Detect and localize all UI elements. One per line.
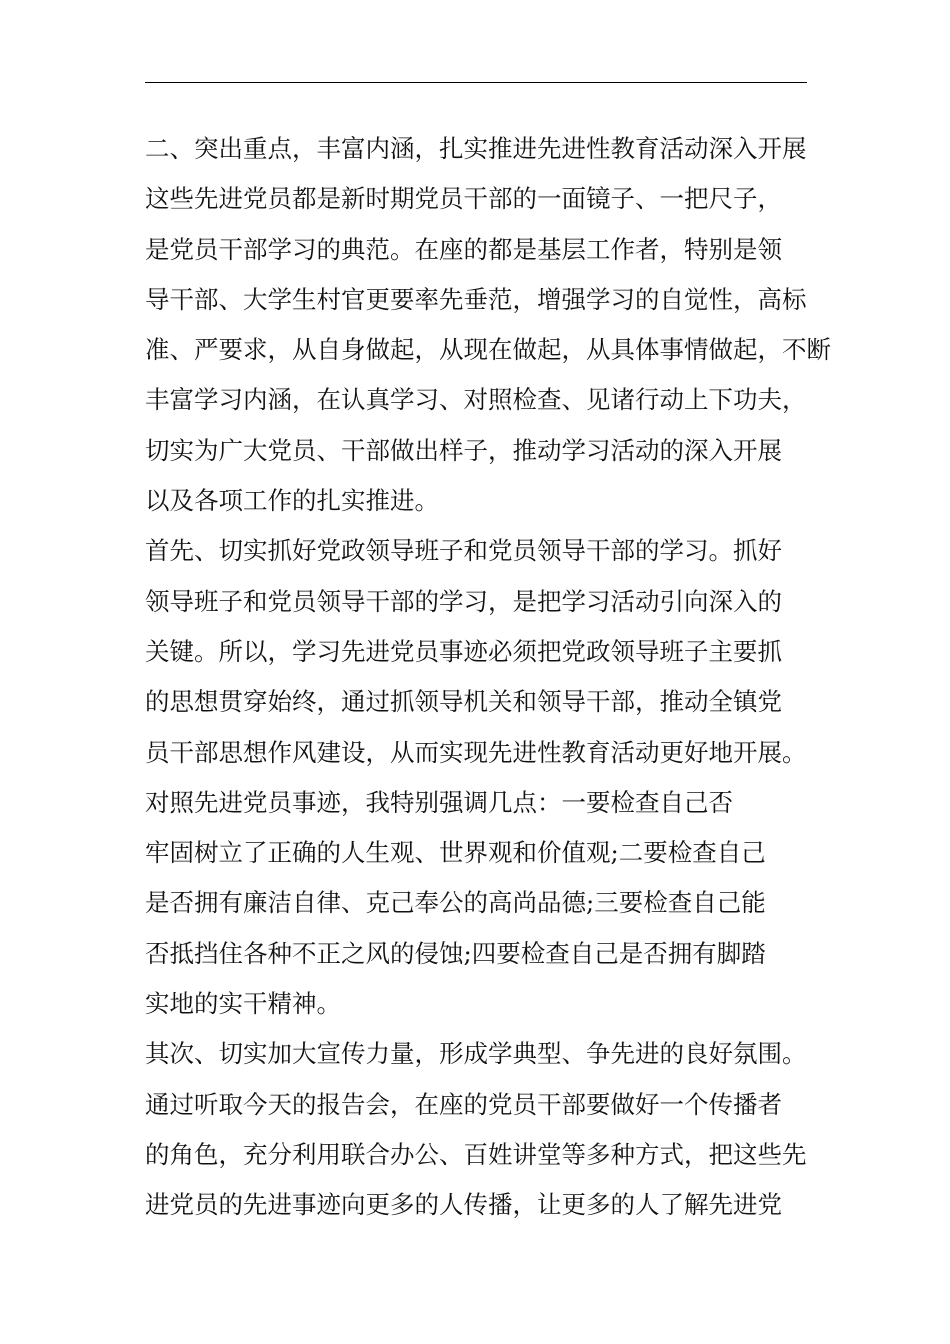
text-line: 导干部、大学生村官更要率先垂范，增强学习的自觉性，高标	[145, 284, 807, 314]
text-line: 否抵挡住各种不正之风的侵蚀;四要检查自己是否拥有脚踏	[145, 938, 766, 968]
text-line: 关键。所以，学习先进党员事迹必须把党政领导班子主要抓	[145, 636, 782, 666]
text-line: 丰富学习内涵，在认真学习、对照检查、见诸行动上下功夫，	[145, 385, 807, 415]
text-line: 这些先进党员都是新时期党员干部的一面镜子、一把尺子，	[145, 184, 782, 214]
text-line: 实地的实干精神。	[145, 989, 341, 1019]
text-line: 以及各项工作的扎实推进。	[145, 486, 439, 516]
text-line: 员干部思想作风建设，从而实现先进性教育活动更好地开展。	[145, 737, 807, 767]
text-line: 二、突出重点，丰富内涵，扎实推进先进性教育活动深入开展	[145, 134, 807, 163]
text-line: 准、严要求，从自身做起，从现在做起，从具体事情做起，不断	[145, 335, 831, 365]
text-line: 的思想贯穿始终，通过抓领导机关和领导干部，推动全镇党	[145, 687, 782, 717]
text-line: 首先、切实抓好党政领导班子和党员领导干部的学习。抓好	[145, 536, 782, 566]
text-line: 是党员干部学习的典范。在座的都是基层工作者，特别是领	[145, 234, 782, 264]
text-line: 的角色，充分利用联合办公、百姓讲堂等多种方式，把这些先	[145, 1139, 807, 1169]
text-line: 通过听取今天的报告会，在座的党员干部要做好一个传播者	[145, 1089, 782, 1119]
text-line: 牢固树立了正确的人生观、世界观和价值观;二要检查自己	[145, 838, 766, 868]
text-line: 其次、切实加大宣传力量，形成学典型、争先进的良好氛围。	[145, 1039, 807, 1069]
text-line: 进党员的先进事迹向更多的人传播，让更多的人了解先进党	[145, 1190, 782, 1220]
text-line: 是否拥有廉洁自律、克己奉公的高尚品德;三要检查自己能	[145, 888, 766, 918]
text-line: 领导班子和党员领导干部的学习，是把学习活动引向深入的	[145, 586, 782, 616]
text-line: 切实为广大党员、干部做出样子，推动学习活动的深入开展	[145, 435, 782, 465]
body-text	[145, 124, 831, 1231]
text-line: 对照先进党员事迹，我特别强调几点：一要检查自己否	[145, 787, 733, 817]
header-rule	[145, 82, 807, 83]
